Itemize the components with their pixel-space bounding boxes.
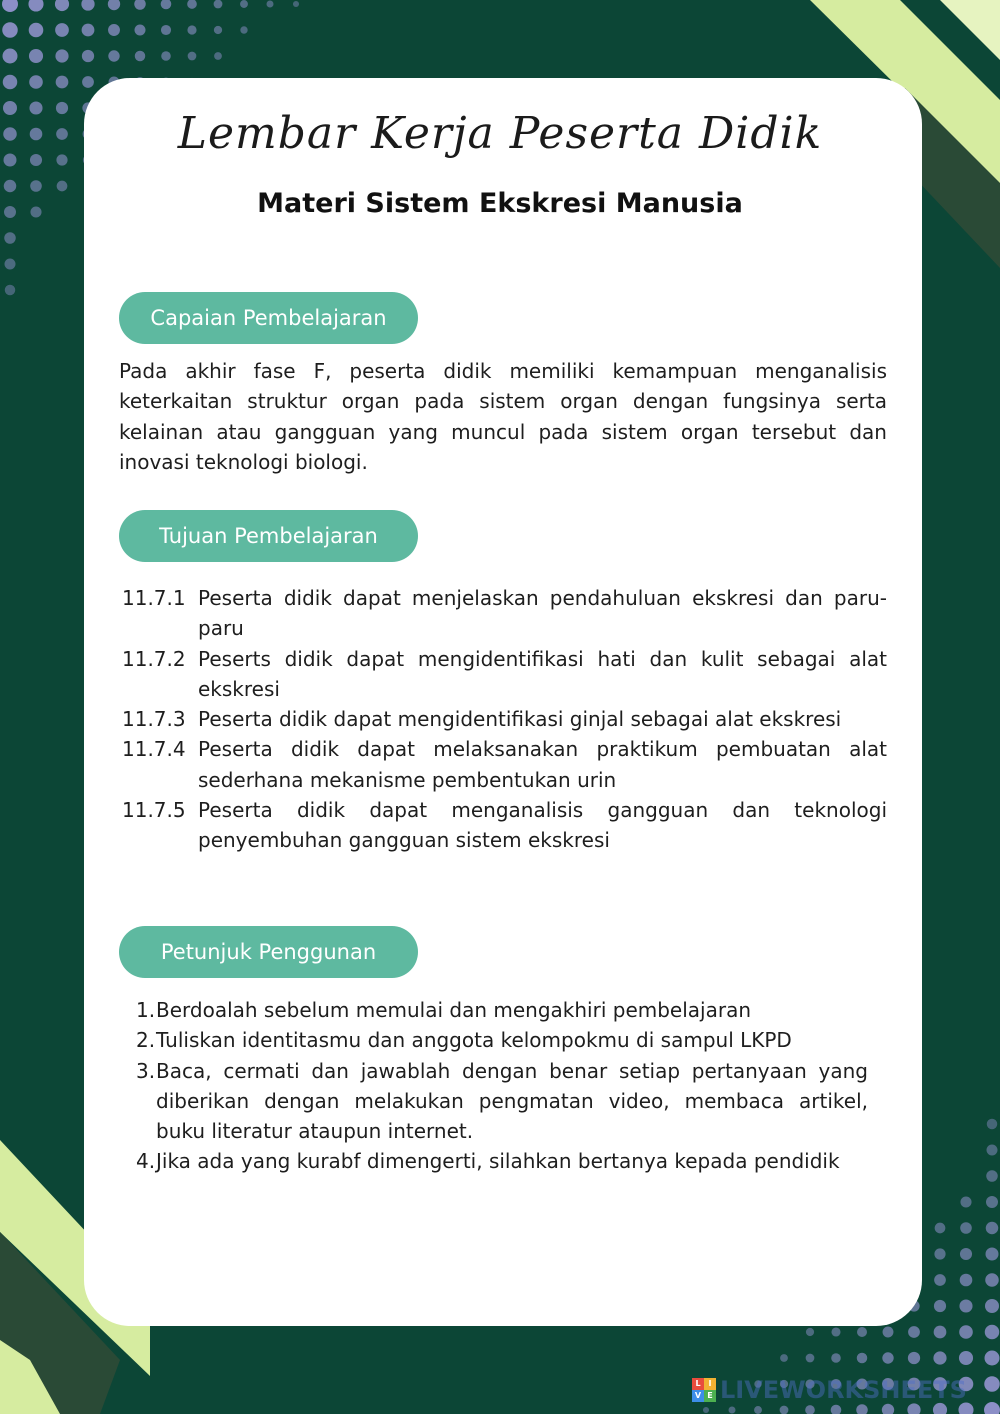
- decorative-dot: [933, 1351, 946, 1364]
- decorative-dot: [882, 1352, 893, 1363]
- petunjuk-section-label: Petunjuk Penggunan: [119, 926, 418, 978]
- decorative-dot: [108, 0, 120, 10]
- decorative-dot: [908, 1352, 920, 1364]
- decorative-dot: [959, 1299, 972, 1312]
- list-item: [136, 1025, 868, 1055]
- decorative-dot: [985, 1325, 1000, 1340]
- decorative-dot: [214, 26, 222, 34]
- decorative-dot: [934, 1300, 946, 1312]
- list-item-number: 3.: [136, 1058, 156, 1083]
- decorative-dot: [934, 1274, 946, 1286]
- tujuan-list: [122, 583, 887, 856]
- decorative-dot: [29, 23, 44, 38]
- decorative-dot: [29, 75, 43, 89]
- decorative-dot: [267, 1, 274, 8]
- decorative-dot: [959, 1351, 973, 1365]
- list-item-text: Baca, cermati dan jawablah dengan benar setiap pertanyaan yang diberikan dengan melakukan pengmatan video, membaca artikel, buku literatur ataupun internet.: [156, 1058, 868, 1144]
- decorative-dot: [986, 1248, 999, 1261]
- decorative-dot: [135, 51, 146, 62]
- list-item-number: 11.7.1: [122, 586, 186, 610]
- logo-letter: E: [704, 1390, 716, 1402]
- decorative-dot: [831, 1353, 841, 1363]
- decorative-dot: [161, 51, 171, 61]
- capaian-section-label: Capaian Pembelajaran: [119, 292, 418, 344]
- decorative-dot: [960, 1274, 973, 1287]
- list-item-number: 11.7.3: [122, 707, 186, 732]
- decorative-dot: [985, 1351, 1000, 1366]
- liveworksheets-watermark[interactable]: [692, 1376, 967, 1404]
- decorative-dot: [214, 52, 222, 60]
- decorative-dot: [857, 1327, 867, 1337]
- decorative-dot: [985, 1299, 999, 1313]
- petunjuk-list: [136, 995, 868, 1177]
- list-item-text: Peserta didik dapat mengidentifikasi ginjal sebagai alat ekskresi: [198, 707, 842, 732]
- decorative-dot: [2, 22, 18, 38]
- decorative-dot: [883, 1327, 894, 1338]
- worksheet-script-title: Lembar Kerja Peserta Didik: [177, 108, 823, 159]
- decorative-dot: [5, 259, 16, 270]
- decorative-dot: [985, 1273, 999, 1287]
- decorative-dot: [161, 0, 172, 9]
- decorative-dot: [187, 25, 196, 34]
- decorative-dot: [729, 1407, 736, 1414]
- list-item: [122, 795, 887, 856]
- decorative-dot: [987, 1119, 998, 1130]
- decorative-dot: [960, 1248, 972, 1260]
- decorative-dot: [240, 26, 247, 33]
- list-item: [122, 734, 887, 795]
- tujuan-section-label: Tujuan Pembelajaran: [119, 510, 418, 562]
- decorative-dot: [161, 25, 171, 35]
- decorative-dot: [703, 1407, 709, 1413]
- decorative-dot: [907, 1403, 920, 1414]
- decorative-dot: [108, 50, 119, 61]
- decorative-dot: [959, 1325, 973, 1339]
- list-item: [136, 1146, 868, 1176]
- decorative-dot: [780, 1406, 789, 1414]
- decorative-dot: [805, 1405, 815, 1414]
- logo-letter: L: [692, 1378, 704, 1390]
- decorative-dot: [82, 76, 94, 88]
- list-item-number: 2.: [136, 1028, 156, 1053]
- decorative-dot: [831, 1405, 842, 1414]
- decorative-dot: [3, 75, 18, 90]
- list-item: [122, 704, 887, 734]
- decorative-dot: [960, 1196, 971, 1207]
- decorative-dot: [2, 0, 18, 12]
- worksheet-subtitle: Materi Sistem Ekskresi Manusia: [257, 188, 743, 219]
- decorative-dot: [293, 1, 299, 7]
- list-item-number: 11.7.2: [122, 646, 186, 671]
- list-item-number: 4.: [136, 1149, 156, 1174]
- list-item-text: Tuliskan identitasmu dan anggota kelompokmu di sampul LKPD: [156, 1028, 792, 1053]
- decorative-dot: [5, 285, 16, 296]
- decorative-dot: [986, 1222, 999, 1235]
- list-item-text: Berdoalah sebelum memulai dan mengakhiri pembelajaran: [156, 998, 752, 1022]
- decorative-dot: [55, 23, 69, 37]
- decorative-dot: [28, 0, 43, 12]
- list-item-text: Peserts didik dapat mengidentifikasi hati dan kulit sebagai alat ekskresi: [198, 646, 887, 701]
- list-item-number: 11.7.4: [122, 737, 186, 762]
- list-item-text: Peserta didik dapat melaksanakan praktikum pembuatan alat sederhana mekanisme pembentukan urin: [198, 737, 887, 792]
- decorative-dot: [984, 1402, 1000, 1414]
- decorative-dot: [56, 76, 69, 89]
- decorative-dot: [55, 0, 69, 11]
- capaian-paragraph: Pada akhir fase F, peserta didik memiliki kemampuan menganalisis keterkaitan struktur organ pada sistem organ dengan fungsinya serta kelainan atau gangguan yang muncul pada sistem organ tersebut dan inovasi teknologi biologi.: [119, 359, 887, 474]
- decorative-dot: [754, 1406, 762, 1414]
- decorative-dot: [857, 1353, 868, 1364]
- list-item: [122, 644, 887, 705]
- decorative-dot: [934, 1326, 947, 1339]
- decorative-dot: [986, 1170, 998, 1182]
- decorative-dot: [806, 1328, 814, 1336]
- decorative-dot: [933, 1403, 947, 1414]
- decorative-dot: [81, 0, 94, 11]
- decorative-dot: [135, 25, 146, 36]
- decorative-dot: [240, 0, 248, 8]
- logo-letter: I: [704, 1378, 716, 1390]
- decorative-dot: [934, 1248, 945, 1259]
- liveworksheets-logo-icon: [692, 1378, 716, 1402]
- list-item-text: Jika ada yang kurabf dimengerti, silahkan bertanya kepada pendidik: [156, 1149, 840, 1174]
- decorative-dot: [831, 1327, 840, 1336]
- watermark-text: LIVEWORKSHEETS: [720, 1376, 967, 1404]
- decorative-dot: [984, 1376, 1000, 1392]
- decorative-dot: [108, 24, 120, 36]
- decorative-dot: [3, 49, 18, 64]
- list-item-text: Peserta didik dapat menganalisis gangguan dan teknologi penyembuhan gangguan sistem ekskresi: [198, 798, 887, 853]
- decorative-dot: [780, 1354, 788, 1362]
- decorative-dot: [4, 232, 16, 244]
- decorative-dot: [82, 50, 94, 62]
- decorative-dot: [134, 0, 146, 10]
- decorative-dot: [806, 1354, 815, 1363]
- decorative-dot: [214, 0, 223, 8]
- list-item-text: Peserta didik dapat menjelaskan pendahuluan ekskresi dan paru-paru: [198, 586, 887, 641]
- decorative-dot: [960, 1222, 972, 1234]
- decorative-dot: [908, 1326, 920, 1338]
- decorative-dot: [187, 0, 197, 9]
- decorative-dot: [882, 1404, 894, 1414]
- decorative-dot: [29, 49, 43, 63]
- list-item: [136, 1056, 868, 1147]
- decorative-dot: [958, 1402, 973, 1414]
- decorative-dot: [188, 52, 197, 61]
- logo-letter: V: [692, 1390, 704, 1402]
- decorative-dot: [986, 1196, 998, 1208]
- decorative-dot: [987, 1145, 998, 1156]
- decorative-dot: [856, 1404, 868, 1414]
- decorative-dot: [935, 1223, 946, 1234]
- decorative-dot: [82, 24, 95, 37]
- list-item-number: 11.7.5: [122, 798, 186, 823]
- list-item: [122, 583, 887, 644]
- list-item: [136, 995, 868, 1025]
- decorative-dot: [55, 49, 68, 62]
- list-item-number: 1.: [136, 998, 156, 1022]
